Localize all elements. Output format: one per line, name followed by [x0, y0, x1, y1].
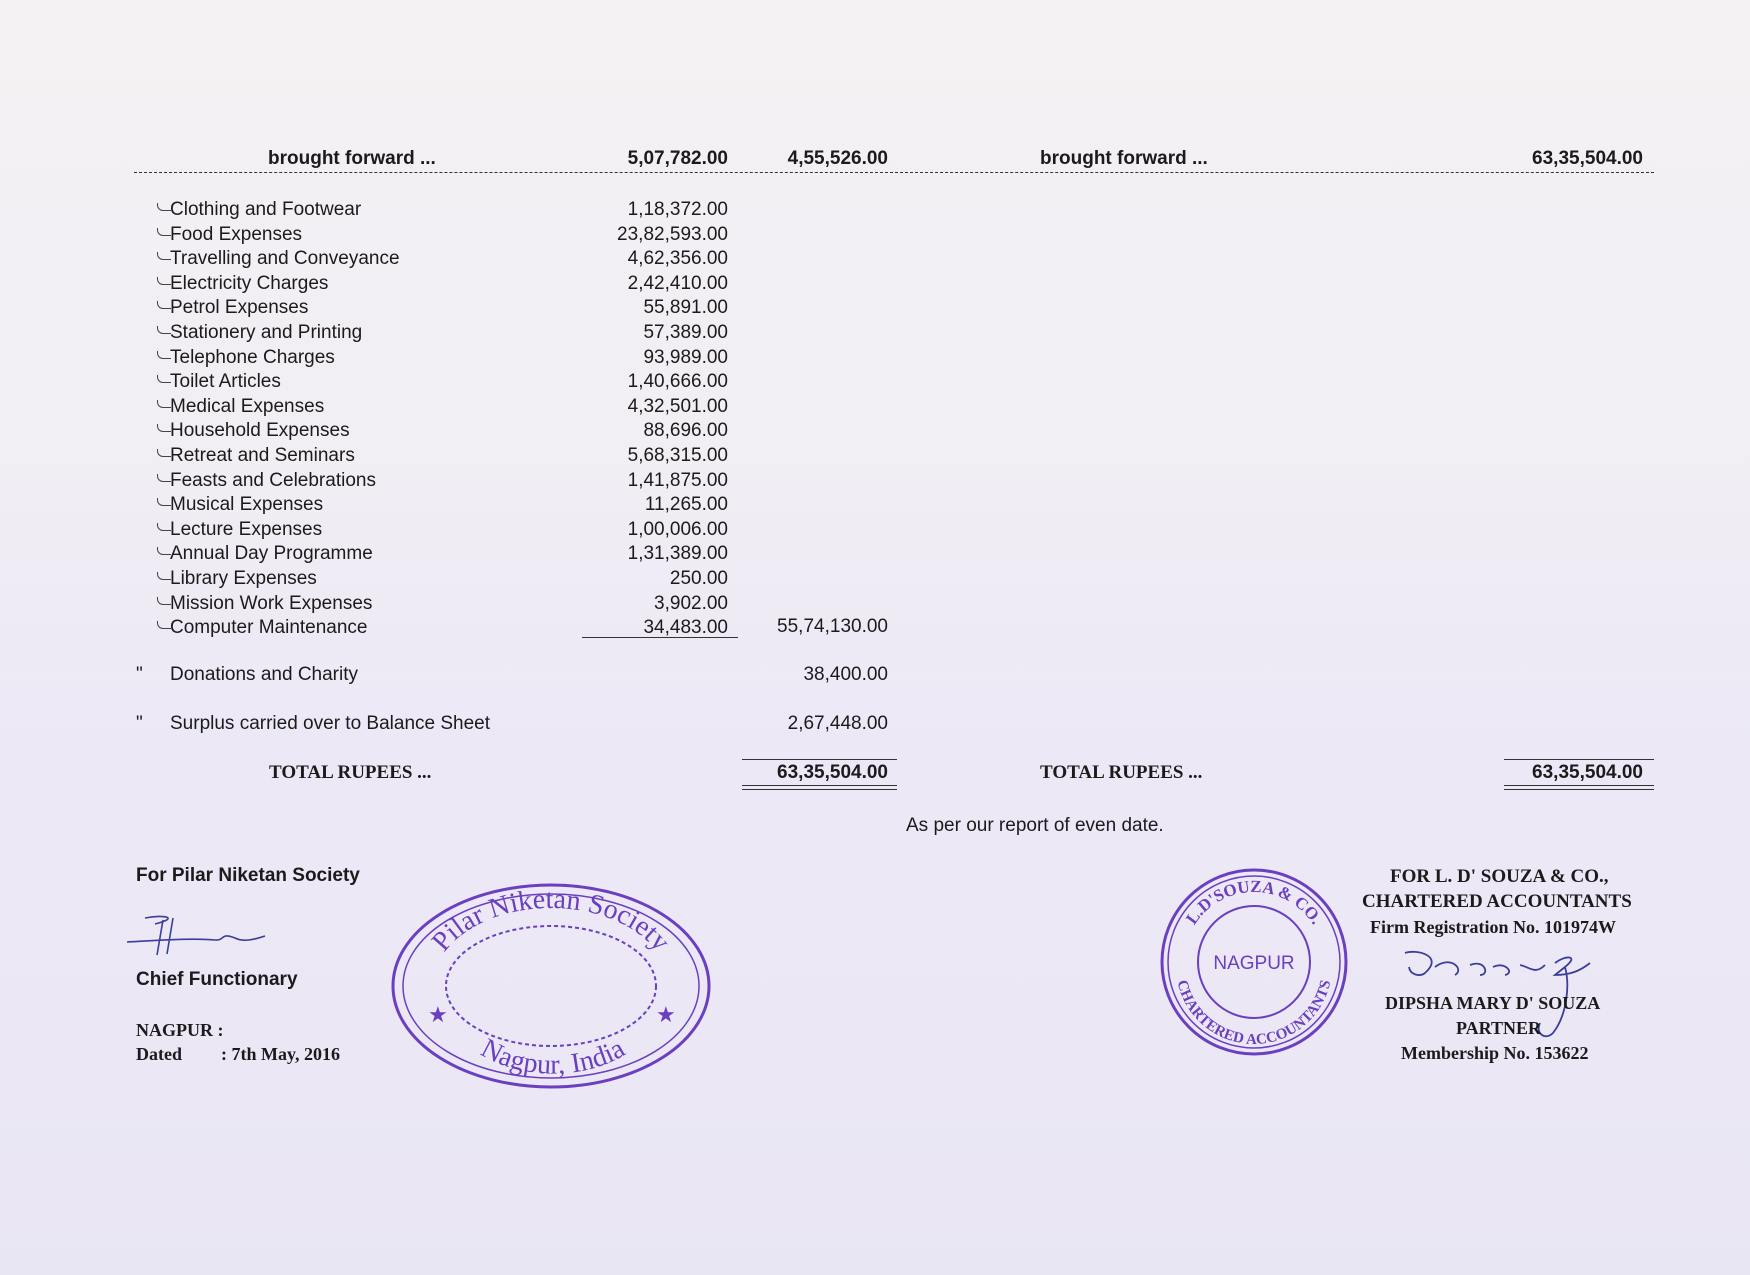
tick-mark [157, 326, 171, 334]
auditor-stamp-bottom: CHARTERED ACCOUNTANTS [1173, 978, 1335, 1049]
expense-value: 1,40,666.00 [627, 371, 728, 393]
expense-value: 5,68,315.00 [627, 445, 728, 466]
tick-mark [157, 621, 171, 629]
expense-label: Library Expenses [170, 568, 317, 589]
expense-value: 4,32,501.00 [627, 395, 728, 417]
auditor-stamp-center: NAGPUR [1213, 953, 1295, 974]
bf-left-label: brought forward ... [268, 148, 436, 169]
expense-label: Travelling and Conveyance [170, 248, 400, 270]
expense-value: 1,18,372.00 [627, 199, 728, 220]
expense-label: Stationery and Printing [170, 322, 363, 343]
total-left-double-rule [742, 785, 897, 790]
auditor-line2: CHARTERED ACCOUNTANTS [1362, 891, 1632, 912]
expense-label: Computer Maintenance [170, 617, 368, 639]
total-left-top-rule [742, 759, 897, 760]
total-left-value: 63,35,504.00 [777, 762, 888, 783]
surplus-mark: " [136, 713, 143, 734]
tick-mark [157, 203, 171, 211]
expense-label: Retreat and Seminars [170, 445, 355, 466]
society-for-label: For Pilar Niketan Society [136, 865, 360, 886]
expense-label: Electricity Charges [170, 272, 329, 294]
expense-label: Musical Expenses [170, 494, 324, 516]
expenses-total: 55,74,130.00 [777, 616, 888, 637]
total-right-top-rule [1504, 759, 1654, 760]
expense-value: 57,389.00 [643, 322, 728, 343]
tick-mark [157, 228, 171, 236]
bf-right-value: 63,35,504.00 [1532, 148, 1643, 169]
society-place: NAGPUR : [136, 1020, 224, 1040]
dated-label: Dated [136, 1044, 182, 1064]
expense-label: Annual Day Programme [170, 543, 373, 565]
expense-label: Mission Work Expenses [170, 592, 373, 614]
expense-value: 88,696.00 [643, 420, 728, 442]
total-right-label: TOTAL RUPEES ... [1040, 762, 1203, 783]
expense-label: Petrol Expenses [170, 297, 309, 319]
header-dashed-rule [134, 172, 1654, 173]
society-stamp-bottom: Nagpur, India [475, 1032, 631, 1081]
auditor-line1: FOR L. D' SOUZA & CO., [1390, 866, 1609, 887]
expense-value: 93,989.00 [643, 346, 728, 368]
auditor-stamp-top: L.D'SOUZA & CO. [1182, 876, 1327, 928]
donations-label: Donations and Charity [170, 664, 358, 685]
society-signature [125, 910, 275, 960]
expense-label: Lecture Expenses [170, 518, 323, 540]
tick-mark [157, 597, 171, 605]
auditor-title: PARTNER [1456, 1018, 1542, 1038]
society-stamp-star-right: ★ [656, 1002, 676, 1027]
expense-label: Household Expenses [170, 420, 350, 442]
tick-mark [157, 424, 171, 432]
total-right-double-rule [1504, 785, 1654, 790]
expense-value: 3,902.00 [654, 592, 728, 614]
tick-mark [157, 400, 171, 408]
donations-value: 38,400.00 [803, 664, 888, 685]
society-stamp [388, 880, 714, 1092]
report-note: As per our report of even date. [906, 815, 1164, 836]
expense-value: 1,00,006.00 [627, 518, 728, 540]
tick-mark [157, 498, 171, 506]
expense-label: Clothing and Footwear [170, 199, 362, 220]
tick-mark [157, 547, 171, 555]
tick-mark [157, 375, 171, 383]
expense-label: Food Expenses [170, 223, 303, 245]
auditor-membership: Membership No. 153622 [1401, 1043, 1589, 1063]
tick-mark [157, 301, 171, 309]
auditor-line3: Firm Registration No. 101974W [1370, 917, 1616, 937]
surplus-label: Surplus carried over to Balance Sheet [170, 713, 491, 734]
expense-value: 1,41,875.00 [627, 469, 728, 491]
tick-mark [157, 474, 171, 482]
expense-value: 23,82,593.00 [617, 223, 728, 245]
total-right-value: 63,35,504.00 [1532, 762, 1643, 783]
expense-label: Feasts and Celebrations [170, 469, 376, 491]
expense-label: Toilet Articles [170, 371, 281, 393]
subtotal-rule [582, 637, 738, 638]
expense-value: 1,31,389.00 [627, 543, 728, 565]
expense-value: 2,42,410.00 [627, 272, 728, 294]
tick-mark [157, 523, 171, 531]
society-stamp-top: Pilar Niketan Society [425, 883, 677, 958]
dated-value: : 7th May, 2016 [221, 1044, 340, 1064]
donations-mark: " [136, 664, 143, 685]
tick-mark [157, 277, 171, 285]
society-stamp-star-left: ★ [428, 1002, 448, 1027]
expense-label: Medical Expenses [170, 395, 325, 417]
surplus-value: 2,67,448.00 [787, 713, 888, 734]
society-role: Chief Functionary [136, 969, 298, 990]
tick-mark [157, 252, 171, 260]
auditor-name: DIPSHA MARY D' SOUZA [1385, 993, 1601, 1013]
tick-mark [157, 351, 171, 359]
tick-mark [157, 449, 171, 457]
bf-col2-value: 4,55,526.00 [787, 148, 888, 169]
auditor-stamp [1158, 866, 1350, 1058]
expense-value: 55,891.00 [643, 297, 728, 319]
bf-right-label: brought forward ... [1040, 148, 1208, 169]
total-left-label: TOTAL RUPEES ... [269, 762, 432, 783]
expense-label: Telephone Charges [170, 346, 335, 368]
expense-value: 34,483.00 [643, 617, 728, 639]
bf-col1-value: 5,07,782.00 [627, 148, 728, 169]
expense-value: 4,62,356.00 [627, 248, 728, 270]
tick-mark [157, 572, 171, 580]
expense-value: 250.00 [669, 568, 728, 589]
expense-value: 11,265.00 [644, 494, 728, 516]
